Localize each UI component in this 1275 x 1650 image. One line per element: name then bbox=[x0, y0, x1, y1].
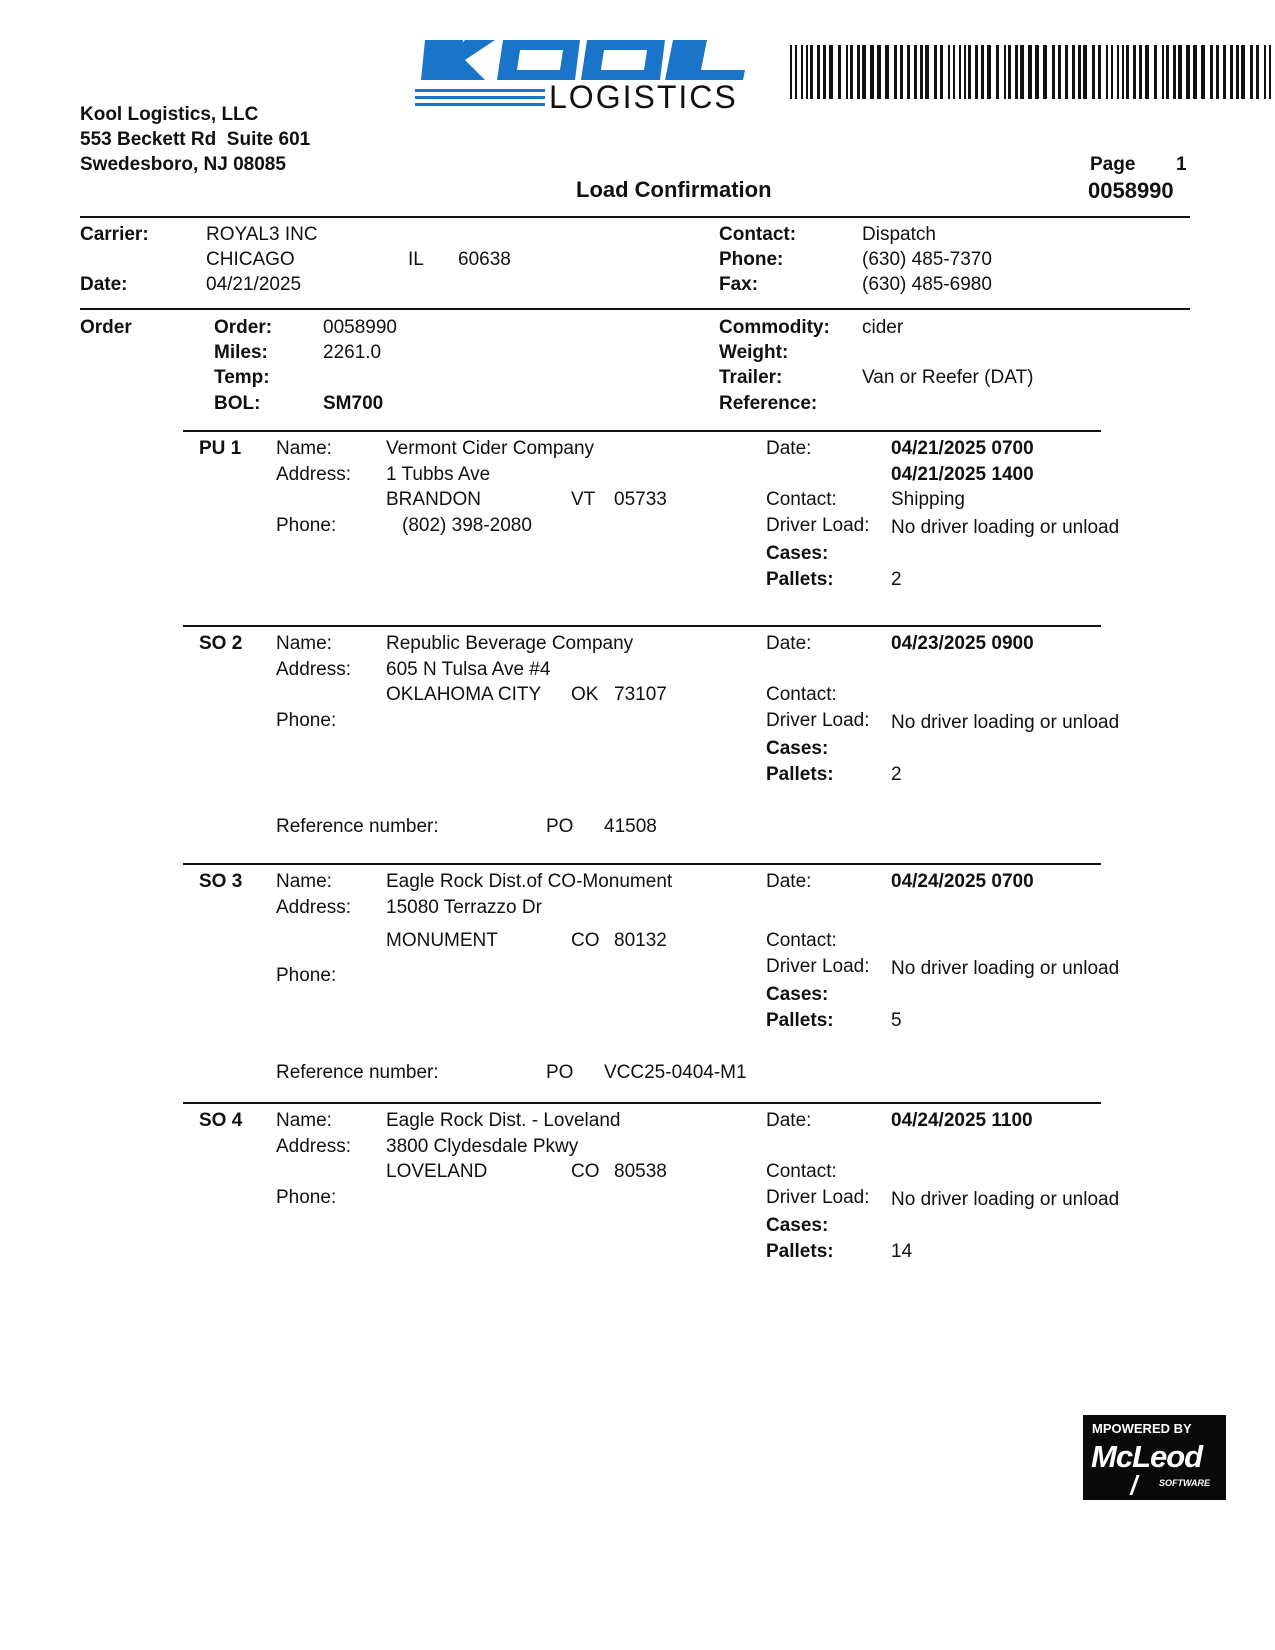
contact-label: Contact: bbox=[766, 1161, 837, 1182]
name-label: Name: bbox=[276, 633, 332, 654]
barcode-bar bbox=[1111, 45, 1113, 99]
carrier-date: 04/21/2025 bbox=[206, 274, 302, 295]
barcode-graphic bbox=[790, 45, 1275, 99]
carrier-fax: (630) 485-6980 bbox=[862, 274, 992, 295]
mcleod-slash-icon bbox=[1129, 1475, 1139, 1495]
stop-pallets: 2 bbox=[891, 568, 902, 590]
reference-number-label: Reference number: bbox=[276, 815, 439, 837]
pallets-label: Pallets: bbox=[766, 568, 834, 590]
miles-value: 2261.0 bbox=[323, 342, 382, 363]
barcode-bar bbox=[1186, 45, 1190, 99]
fax-label: Fax: bbox=[719, 274, 759, 295]
barcode-bar bbox=[1015, 45, 1018, 99]
carrier-phone: (630) 485-7370 bbox=[862, 249, 992, 270]
trailer-label: Trailer: bbox=[719, 367, 783, 388]
commodity-label: Commodity: bbox=[719, 317, 830, 338]
name-label: Name: bbox=[276, 1110, 332, 1131]
phone-label: Phone: bbox=[276, 1186, 337, 1208]
stop-date: 04/24/2025 0700 bbox=[891, 871, 1034, 892]
contact-label: Contact: bbox=[766, 930, 837, 951]
reference-number: VCC25-0404-M1 bbox=[604, 1061, 747, 1083]
weight-label: Weight: bbox=[719, 342, 789, 363]
stop-city: LOVELAND bbox=[386, 1161, 488, 1182]
barcode-bar bbox=[975, 45, 978, 99]
address-label: Address: bbox=[276, 896, 351, 918]
stop-driver-load: No driver loading or unload bbox=[891, 711, 1120, 733]
barcode-bar bbox=[1058, 45, 1061, 99]
barcode-bar bbox=[1065, 45, 1068, 99]
barcode-bar bbox=[907, 45, 910, 99]
address-label: Address: bbox=[276, 1135, 351, 1157]
logo-sub-text: LOGISTICS bbox=[549, 79, 738, 115]
divider bbox=[80, 216, 1190, 218]
cases-label: Cases: bbox=[766, 1215, 829, 1236]
stop-code: SO 4 bbox=[199, 1110, 243, 1131]
cases-label: Cases: bbox=[766, 738, 829, 759]
stop-city: BRANDON bbox=[386, 489, 482, 510]
date-label: Date: bbox=[766, 633, 812, 654]
address-label: Address: bbox=[276, 463, 351, 485]
stop-name: Eagle Rock Dist. - Loveland bbox=[386, 1110, 621, 1131]
pallets-label: Pallets: bbox=[766, 763, 834, 785]
barcode-bar bbox=[1028, 45, 1032, 99]
reference-type: PO bbox=[546, 815, 574, 837]
company-name: Kool Logistics, LLC bbox=[80, 104, 259, 125]
barcode-bar bbox=[996, 45, 999, 99]
document-number: 0058990 bbox=[1088, 178, 1174, 203]
stop-date: 04/23/2025 0900 bbox=[891, 633, 1034, 654]
address-label: Address: bbox=[276, 658, 351, 680]
barcode-bar bbox=[838, 45, 841, 99]
barcode-bar bbox=[1256, 45, 1259, 99]
pallets-label: Pallets: bbox=[766, 1009, 834, 1031]
company-address-2: Swedesboro, NJ 08085 bbox=[80, 154, 286, 175]
carrier-name: ROYAL3 INC bbox=[206, 224, 318, 245]
barcode-bar bbox=[1178, 45, 1182, 99]
stop-address: 1 Tubbs Ave bbox=[386, 463, 491, 485]
barcode-bar bbox=[1145, 45, 1149, 99]
barcode-bar bbox=[850, 45, 853, 99]
phone-label: Phone: bbox=[276, 514, 337, 536]
barcode-bar bbox=[1117, 45, 1119, 99]
contact-label: Contact: bbox=[719, 224, 797, 245]
barcode-bar bbox=[1210, 45, 1213, 99]
document-title: Load Confirmation bbox=[576, 177, 772, 202]
stop-divider bbox=[183, 863, 1101, 865]
stop-city: OKLAHOMA CITY bbox=[386, 684, 542, 705]
barcode-bar bbox=[1236, 45, 1239, 99]
barcode-bar bbox=[885, 45, 889, 99]
carrier-label: Carrier: bbox=[80, 224, 149, 245]
reference-number-label: Reference number: bbox=[276, 1061, 439, 1083]
order-section-label: Order bbox=[80, 317, 132, 338]
stop-pallets: 14 bbox=[891, 1240, 913, 1262]
stop-address: 15080 Terrazzo Dr bbox=[386, 896, 542, 918]
barcode-bar bbox=[1162, 45, 1164, 99]
reference-number: 41508 bbox=[604, 815, 657, 837]
barcode-bar bbox=[810, 45, 813, 99]
barcode-bar bbox=[1020, 45, 1024, 99]
barcode-bar bbox=[823, 45, 826, 99]
phone-label: Phone: bbox=[276, 964, 337, 986]
stop-date: 04/21/2025 0700 bbox=[891, 438, 1034, 459]
driver-load-label: Driver Load: bbox=[766, 514, 870, 536]
barcode-bar bbox=[817, 45, 820, 99]
stop-divider bbox=[183, 625, 1101, 627]
mcleod-sub-text: SOFTWARE bbox=[1159, 1478, 1210, 1488]
barcode-bar bbox=[1078, 45, 1081, 99]
stop-code: SO 2 bbox=[199, 633, 243, 654]
name-label: Name: bbox=[276, 438, 332, 459]
order-number: 0058990 bbox=[323, 317, 397, 338]
barcode-bar bbox=[1230, 45, 1233, 99]
barcode-bar bbox=[953, 45, 955, 99]
barcode-bar bbox=[1166, 45, 1169, 99]
stop-name: Vermont Cider Company bbox=[386, 438, 595, 459]
stop-address: 3800 Clydesdale Pkwy bbox=[386, 1135, 579, 1157]
carrier-city: CHICAGO bbox=[206, 249, 295, 270]
barcode-bar bbox=[806, 45, 808, 99]
barcode-bar bbox=[1223, 45, 1226, 99]
barcode-bar bbox=[959, 45, 961, 99]
barcode-bar bbox=[1072, 45, 1075, 99]
carrier-state: IL bbox=[408, 249, 424, 270]
stop-address: 605 N Tulsa Ave #4 bbox=[386, 658, 551, 680]
page-label: Page bbox=[1090, 154, 1136, 175]
stop-state: CO bbox=[571, 1161, 600, 1182]
carrier-contact: Dispatch bbox=[862, 224, 936, 245]
pallets-label: Pallets: bbox=[766, 1240, 834, 1262]
temp-label: Temp: bbox=[214, 367, 270, 388]
stop-zip: 05733 bbox=[614, 489, 667, 510]
company-address-1: 553 Beckett Rd Suite 601 bbox=[80, 129, 311, 150]
barcode-bar bbox=[1035, 45, 1039, 99]
stop-zip: 73107 bbox=[614, 684, 667, 705]
barcode-bar bbox=[900, 45, 903, 99]
barcode-bar bbox=[1122, 45, 1124, 99]
barcode-bar bbox=[857, 45, 860, 99]
stop-driver-load: No driver loading or unload bbox=[891, 516, 1120, 538]
driver-load-label: Driver Load: bbox=[766, 955, 870, 977]
page-number: 1 bbox=[1176, 154, 1187, 175]
barcode-bar bbox=[1216, 45, 1219, 99]
barcode-bar bbox=[1043, 45, 1047, 99]
stop-code: PU 1 bbox=[199, 438, 242, 459]
barcode-bar bbox=[920, 45, 923, 99]
barcode-bar bbox=[1269, 45, 1271, 99]
divider bbox=[80, 308, 1190, 310]
barcode-bar bbox=[877, 45, 881, 99]
stop-name: Republic Beverage Company bbox=[386, 633, 634, 654]
mcleod-badge bbox=[1083, 1415, 1226, 1500]
reference-label: Reference: bbox=[719, 393, 818, 414]
barcode-bar bbox=[914, 45, 917, 99]
cases-label: Cases: bbox=[766, 984, 829, 1005]
barcode-bar bbox=[1133, 45, 1136, 99]
stop-contact: Shipping bbox=[891, 489, 965, 510]
kool-logistics-logo bbox=[415, 40, 760, 120]
stop-phone: (802) 398-2080 bbox=[402, 514, 532, 536]
commodity-value: cider bbox=[862, 317, 904, 338]
miles-label: Miles: bbox=[214, 342, 268, 363]
barcode-bar bbox=[940, 45, 943, 99]
bol-label: BOL: bbox=[214, 393, 261, 414]
order-label: Order: bbox=[214, 317, 273, 338]
barcode-bar bbox=[862, 45, 866, 99]
date-label: Date: bbox=[766, 1110, 812, 1131]
barcode-bar bbox=[964, 45, 966, 99]
barcode-bar bbox=[1139, 45, 1142, 99]
barcode-bar bbox=[1083, 45, 1087, 99]
stop-code: SO 3 bbox=[199, 871, 243, 892]
date-label: Date: bbox=[766, 871, 812, 892]
barcode-bar bbox=[1154, 45, 1157, 99]
barcode-bar bbox=[790, 45, 792, 99]
barcode-bar bbox=[1008, 45, 1011, 99]
stop-date: 04/24/2025 1100 bbox=[891, 1110, 1033, 1131]
barcode-bar bbox=[894, 45, 897, 99]
barcode-bar bbox=[1173, 45, 1176, 99]
phone-label: Phone: bbox=[719, 249, 784, 270]
barcode-bar bbox=[968, 45, 971, 99]
reference-type: PO bbox=[546, 1061, 574, 1083]
carrier-date-label: Date: bbox=[80, 274, 128, 295]
mcleod-brand-text: McLeod bbox=[1091, 1439, 1203, 1474]
barcode-bar bbox=[1126, 45, 1129, 99]
stop-state: OK bbox=[571, 684, 599, 705]
stop-date-2: 04/21/2025 1400 bbox=[891, 463, 1034, 485]
carrier-zip: 60638 bbox=[458, 249, 511, 270]
barcode-bar bbox=[1004, 45, 1006, 99]
cases-label: Cases: bbox=[766, 543, 829, 564]
powered-by-text: MPOWERED BY bbox=[1092, 1421, 1192, 1436]
stop-zip: 80538 bbox=[614, 1161, 667, 1182]
barcode-bar bbox=[1241, 45, 1245, 99]
barcode-bar bbox=[1201, 45, 1205, 99]
contact-label: Contact: bbox=[766, 489, 837, 510]
barcode-bar bbox=[870, 45, 874, 99]
barcode-bar bbox=[987, 45, 991, 99]
stop-name: Eagle Rock Dist.of CO-Monument bbox=[386, 871, 673, 892]
barcode-bar bbox=[1250, 45, 1253, 99]
barcode-bar bbox=[1052, 45, 1055, 99]
barcode-bar bbox=[948, 45, 950, 99]
stop-city: MONUMENT bbox=[386, 930, 498, 951]
barcode-bar bbox=[1264, 45, 1266, 99]
contact-label: Contact: bbox=[766, 684, 837, 705]
barcode-bar bbox=[981, 45, 984, 99]
barcode-bar bbox=[1092, 45, 1095, 99]
stop-zip: 80132 bbox=[614, 930, 667, 951]
date-label: Date: bbox=[766, 438, 812, 459]
stop-divider bbox=[183, 1102, 1101, 1104]
driver-load-label: Driver Load: bbox=[766, 1186, 870, 1208]
barcode-bar bbox=[1106, 45, 1108, 99]
barcode-bar bbox=[801, 45, 803, 99]
trailer-value: Van or Reefer (DAT) bbox=[862, 367, 1034, 388]
stop-driver-load: No driver loading or unload bbox=[891, 1188, 1120, 1210]
stop-pallets: 2 bbox=[891, 763, 902, 785]
barcode-bar bbox=[795, 45, 797, 99]
barcode-bar bbox=[1098, 45, 1101, 99]
bol-value: SM700 bbox=[323, 393, 384, 414]
stop-driver-load: No driver loading or unload bbox=[891, 957, 1120, 979]
name-label: Name: bbox=[276, 871, 332, 892]
barcode-bar bbox=[846, 45, 848, 99]
driver-load-label: Driver Load: bbox=[766, 709, 870, 731]
barcode-bar bbox=[1193, 45, 1197, 99]
stop-state: CO bbox=[571, 930, 600, 951]
stop-state: VT bbox=[571, 489, 596, 510]
stop-divider bbox=[183, 430, 1101, 432]
barcode-bar bbox=[934, 45, 937, 99]
phone-label: Phone: bbox=[276, 709, 337, 731]
stop-pallets: 5 bbox=[891, 1009, 902, 1031]
barcode-bar bbox=[925, 45, 929, 99]
barcode-bar bbox=[829, 45, 833, 99]
